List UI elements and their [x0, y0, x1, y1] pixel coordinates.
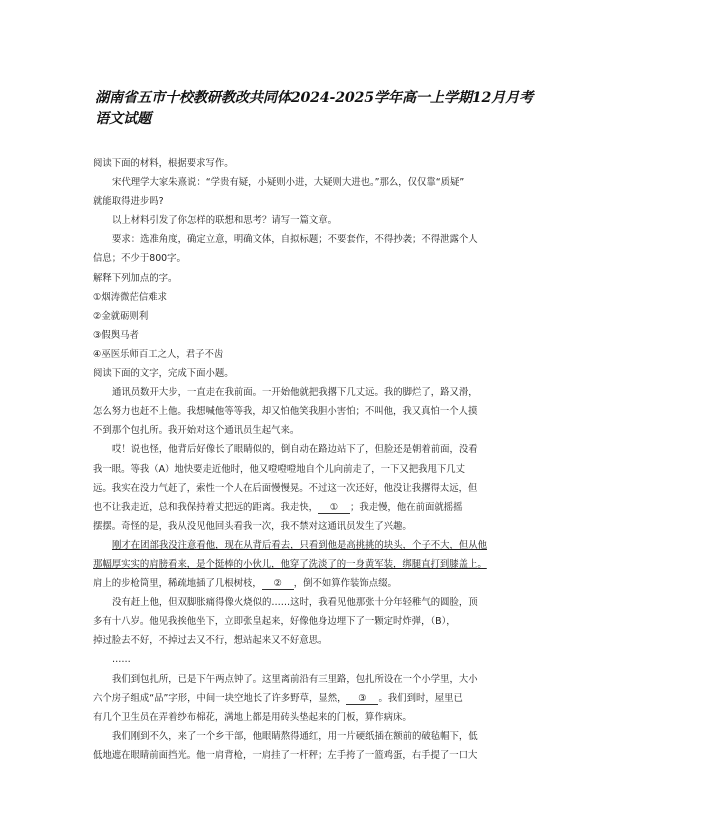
exam-title-line-2: 语文试题 — [95, 111, 151, 127]
text-line: 怎么努力也赶不上他。我想喊他等等我，却又怕他笑我胆小害怕；不叫他，我又真怕一个人摸 — [93, 406, 478, 418]
text-line: 阅读下面的材料，根据要求写作。 — [93, 158, 234, 169]
text-line: 不到那个包扎所。我开始对这个通讯员生起气来。 — [93, 425, 300, 437]
text-line: 要求：选准角度，确定立意，明确文体，自拟标题；不要套作，不得抄袭；不得泄露个人 — [112, 234, 478, 246]
text-line: 以上材料引发了你怎样的联想和思考？请写一篇文章。 — [112, 215, 338, 227]
text-line: 通讯员数开大步，一直走在我前面。一开始他就把我撂下几丈远。我的脚烂了，路又滑， — [112, 387, 478, 399]
text-line: 掉过脸去不好，不掉过去又不行，想站起来又不好意思。 — [93, 635, 328, 647]
text-line: 多有十八岁。他见我挨他坐下，立即张皇起来，好像他身边埋下了一颗定时炸弹，（B）， — [93, 616, 456, 628]
text-fragment: ，倒不如算作装饰点缀。 — [293, 578, 397, 590]
text-line: 远。我实在没力气赶了，索性一个人在后面慢慢晃。不过这一次还好，他没让我撂得太远，但 — [93, 482, 478, 494]
text-line — [93, 689, 553, 708]
ellipsis-line: …… — [112, 654, 131, 666]
list-item: ①烟涛微茫信难求 — [93, 291, 168, 303]
answer-blank-3: ③ — [346, 693, 378, 705]
text-line: 低地遮在眼睛前面挡光。他一肩背枪，一肩挂了一杆秤；左手挎了一篮鸡蛋，右手提了一口大 — [93, 749, 478, 761]
text-line: 没有赶上他，但双脚胀痛得像火烧似的……这时，我看见他那张十分年轻稚气的圆脸，顶 — [112, 597, 478, 609]
text-fragment: 也不让我走近，总和我保持着丈把远的距离。我走快， — [93, 501, 319, 513]
text-line: 哎！说也怪，他背后好像长了眼睛似的，倒自动在路边站下了，但脸还是朝着前面，没看 — [112, 444, 478, 456]
text-line: 阅读下面的文字，完成下面小题。 — [93, 368, 234, 380]
text-fragment: 肩上的步枪筒里，稀疏地插了几根树枝， — [93, 578, 262, 590]
text-line: 我们刚到不久，来了一个乡干部，他眼睛熬得通红，用一片硬纸插在额前的破毡帽下，低 — [112, 730, 478, 742]
text-fragment: 。我们到时，屋里已 — [378, 692, 463, 704]
answer-blank-2: ② — [262, 578, 294, 590]
text-line: 解释下列加点的字。 — [93, 272, 178, 284]
answer-blank-1: ① — [318, 502, 350, 514]
list-item: ④巫医乐师百工之人，君子不齿 — [93, 348, 224, 360]
text-line: 我一眼。等我（A）地快要走近他时，他又噔噔噔地自个儿向前走了，一下又把我甩下几丈 — [93, 463, 466, 475]
text-line: 摆摆。奇怪的是，我从没见他回头看我一次，我不禁对这通讯员发生了兴趣。 — [93, 520, 412, 532]
text-line: 信息；不少于800字。 — [93, 253, 186, 265]
text-fragment: ；我走慢，他在前面就摇摇 — [350, 501, 463, 513]
exam-title — [95, 88, 565, 130]
text-line: 就能取得进步吗? — [93, 196, 164, 208]
list-item: ③假舆马者 — [93, 329, 139, 341]
underlined-line: 刚才在团部我没注意看他，现在从背后看去，只看到他是高挑挑的块头，个子不大，但从他 — [112, 539, 488, 551]
text-line — [93, 574, 553, 593]
document-body — [93, 154, 553, 765]
text-fragment: 六个房子组成“品”字形，中间一块空地长了许多野草，显然， — [93, 692, 347, 704]
exam-title-line-1: 湖南省五市十校教研教改共同体2024-2025学年高一上学期12月月考 — [95, 90, 534, 106]
text-line: 宋代理学大家朱熹说：“学贵有疑，小疑则小进，大疑则大进也。”那么，仅仅靠“质疑” — [112, 177, 465, 189]
list-item: ②金就砺则利 — [93, 310, 149, 322]
underlined-line: 那幅厚实实的肩膀看来，是个挺棒的小伙儿，他穿了洗淡了的一身黄军装，绑腿直打到膝盖上。 — [93, 558, 487, 570]
text-line: 有几个卫生员在弄着纱布棉花，满地上都是用砖头垫起来的门板，算作病床。 — [93, 711, 412, 723]
text-line — [93, 498, 553, 517]
text-line: 我们到包扎所，已是下午两点钟了。这里离前沿有三里路，包扎所设在一个小学里，大小 — [112, 673, 478, 685]
